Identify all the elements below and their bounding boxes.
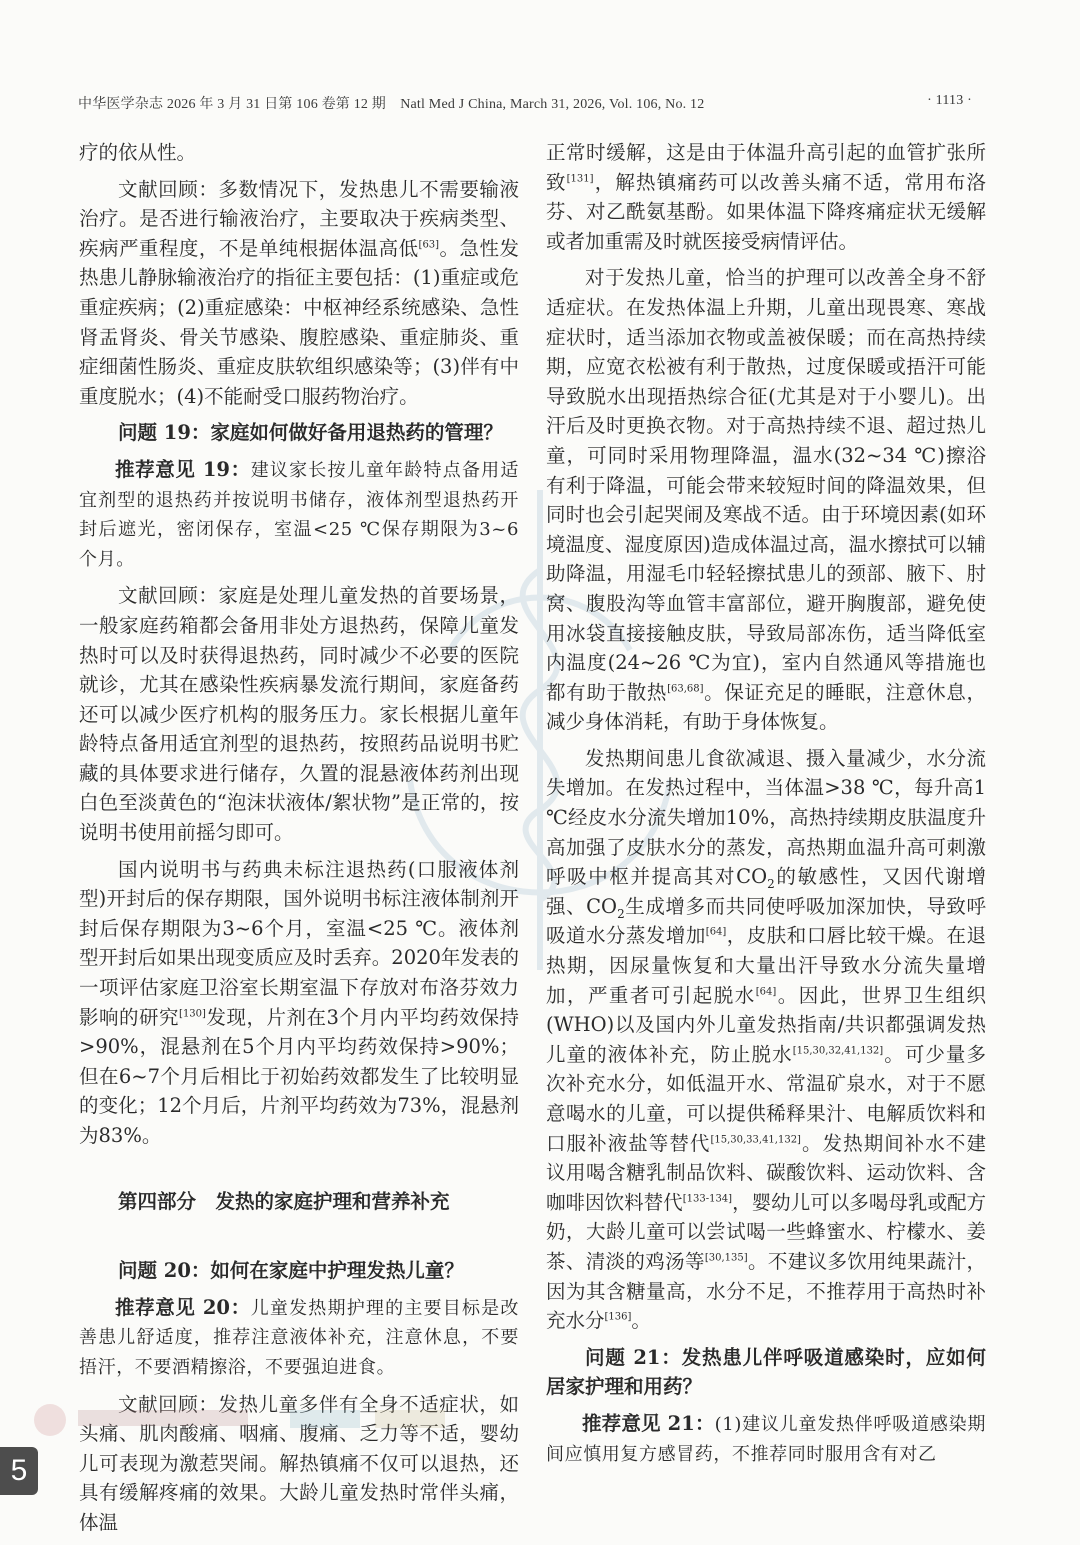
citation: [63,68] (667, 683, 704, 695)
section-heading: 第四部分 发热的家庭护理和营养补充 (118, 1189, 450, 1213)
question-21-heading: 问题 21：发热患儿伴呼吸道感染时，应如何居家护理和用药？ (546, 1345, 986, 1399)
left-column (79, 138, 519, 1545)
recommendation-20: 推荐意见 20：儿童发热期护理的主要目标是改善患儿舒适度，推荐注意液体补充，注意休息，不要捂汗，不要酒精擦浴，不要强迫进食。 (79, 1295, 519, 1378)
paragraph: 国内说明书与药典未标注退热药(口服液体剂型)开封后的保存期限，国外说明书标注液体制剂开封后保存期限为3~6个月，室温<25 ℃。液体剂型开封后如果出现变质应及时丢弃。2020年发表的一项评估家庭卫浴室长期室温下存放对布洛芬效力影响的研究[130]发现，片剂在3个月内平均药效保持>90%，混悬剂在5个月内平均药效保持>90%；但在6~7个月后相比于初始药效都发生了比较明显的变化；12个月后，片剂平均药效为73%，混悬剂为83%。 (79, 857, 519, 1147)
paragraph: 对于发热儿童，恰当的护理可以改善全身不舒适症状。在发热体温上升期，儿童出现畏寒、寒战症状时，适当添加衣物或盖被保暖；而在高热持续期，应宽衣松被有利于散热，过度保暖或捂汗可能导致脱水出现捂热综合征(尤其是对于小婴儿)。出汗后及时更换衣物。对于高热持续不退、超过热儿童，可同时采用物理降温，温水(32~34 ℃)擦浴有利于降温，可能会带来较短时间的降温效果，但同时也会引起哭闹及寒战不适。由于环境因素(如环境温度、湿度原因)造成体温过高，温水擦拭可以辅助降温，用湿毛巾轻轻擦拭患儿的颈部、腋下、肘窝、腹股沟等血管丰富部位，避开胸腹部，避免使用冰袋直接接触皮肤，导致局部冻伤，适当降低室内温度(24~26 ℃为宜)，室内自然通风等措施也都有助于散热[63,68]。保证充足的睡眠，注意休息，减少身体消耗，有助于身体恢复。 (546, 266, 986, 734)
publisher-logo-icon (30, 1400, 460, 1440)
citation: [131] (566, 173, 594, 185)
citation: [133-134] (682, 1193, 733, 1205)
citation: [63] (418, 239, 440, 251)
citation: [15,30,33,41,132] (710, 1134, 801, 1146)
recommendation-19: 推荐意见 19：建议家长按儿童年龄特点备用适宜剂型的退热药并按说明书储存，液体剂型退热药开封后遮光，密闭保存，室温<25 ℃保存期限为3~6个月。 (79, 457, 519, 570)
running-header (78, 93, 972, 113)
citation: [30,135] (704, 1252, 748, 1264)
page-tab-badge[interactable]: 5 (0, 1447, 38, 1495)
page-number: · 1113 · (927, 93, 972, 108)
question-20-heading: 问题 20：如何在家庭中护理发热儿童？ (118, 1259, 464, 1283)
recommendation-21: 推荐意见 21：(1)建议儿童发热伴呼吸道感染期间应慎用复方感冒药，不推荐同时服用含有对乙 (546, 1411, 986, 1465)
citation: [130] (179, 1008, 206, 1020)
paragraph: 疗的依从性。 (79, 141, 197, 164)
paragraph: 文献回顾：多数情况下，发热患儿不需要输液治疗。是否进行输液治疗，主要取决于疾病类型、疾病严重程度，不是单纯根据体温高低[63]。急性发热患儿静脉输液治疗的指征主要包括：(1)重症或危重症疾病；(2)重症感染：中枢神经系统感染、急性肾盂肾炎、骨关节感染、腹腔感染、重症肺炎、重症细菌性肠炎、重症皮肤软组织感染等；(3)伴有中重度脱水；(4)不能耐受口服药物治疗。 (79, 177, 519, 408)
journal-citation: 中华医学杂志 2026 年 3 月 31 日第 106 卷第 12 期 Natl Med J China, March 31, 2026, Vol. 106, No. 12 (78, 97, 705, 112)
paragraph: 文献回顾：家庭是处理儿童发热的首要场景，一般家庭药箱都会备用非处方退热药，保障儿童发热时可以及时获得退热药，同时减少不必要的医院就诊，尤其在感染性疾病暴发流行期间，家庭备药还可以减少医疗机构的服务压力。家长根据儿童年龄特点备用适宜剂型的退热药，按照药品说明书贮藏的具体要求进行储存，久置的混悬液体药剂出现白色至淡黄色的“泡沫状液体/絮状物”是正常的，按说明书使用前摇匀即可。 (79, 584, 519, 845)
paragraph: 正常时缓解，这是由于体温升高引起的血管扩张所致[131]，解热镇痛药可以改善头痛不适，常用布洛芬、对乙酰氨基酚。如果体温下降疼痛症状无缓解或者加重需及时就医接受病情评估。 (546, 141, 986, 253)
citation: [136] (604, 1311, 632, 1323)
citation: [64] (755, 986, 777, 998)
paragraph: 文献回顾：发热儿童多伴有全身不适症状，如头痛、肌肉酸痛、咽痛、腹痛、乏力等不适，婴幼儿可表现为激惹哭闹。解热镇痛不仅可以退热，还具有缓解疼痛的效果。大龄儿童发热时常伴头痛，体温 (79, 1392, 519, 1534)
paragraph: 发热期间患儿食欲减退、摄入量减少，水分流失增加。在发热过程中，当体温>38 ℃，每升高1 ℃经皮水分流失增加10%，高热持续期皮肤温度升高加强了皮肤水分的蒸发，高热期血温升高可刺激呼吸中枢并提高其对$CO_2$的敏感性，又因代谢增强、$CO_2$生成增多而共同使呼吸加深加快，导致呼吸道水分蒸发增加[64]，皮肤和口唇比较干燥。在退热期，因尿量恢复和大量出汗导致水分流失量增加，严重者可引起脱水[64]。因此，世界卫生组织(WHO)以及国内外儿童发热指南/共识都强调发热儿童的液体补充，防止脱水[15,30,32,41,132]。可少量多次补充水分，如低温开水、常温矿泉水，对于不愿意喝水的儿童，可以提供稀释果汁、电解质饮料和口服补液盐等替代[15,30,33,41,132]。发热期间补水不建议用喝含糖乳制品饮料、碳酸饮料、运动饮料、含咖啡因饮料替代[133-134]，婴幼儿可以多喝母乳或配方奶，大龄儿童可以尝试喝一些蜂蜜水、柠檬水、姜茶、清淡的鸡汤等[30,135]。不建议多饮用纯果蔬汁，因为其含糖量高，水分不足，不推荐用于高热时补充水分[136]。 (546, 746, 986, 1333)
question-19-heading: 问题 19：家庭如何做好备用退热药的管理？ (118, 421, 503, 445)
citation: [64] (705, 926, 727, 938)
right-column (546, 138, 986, 1476)
citation: [15,30,32,41,132] (792, 1045, 884, 1057)
